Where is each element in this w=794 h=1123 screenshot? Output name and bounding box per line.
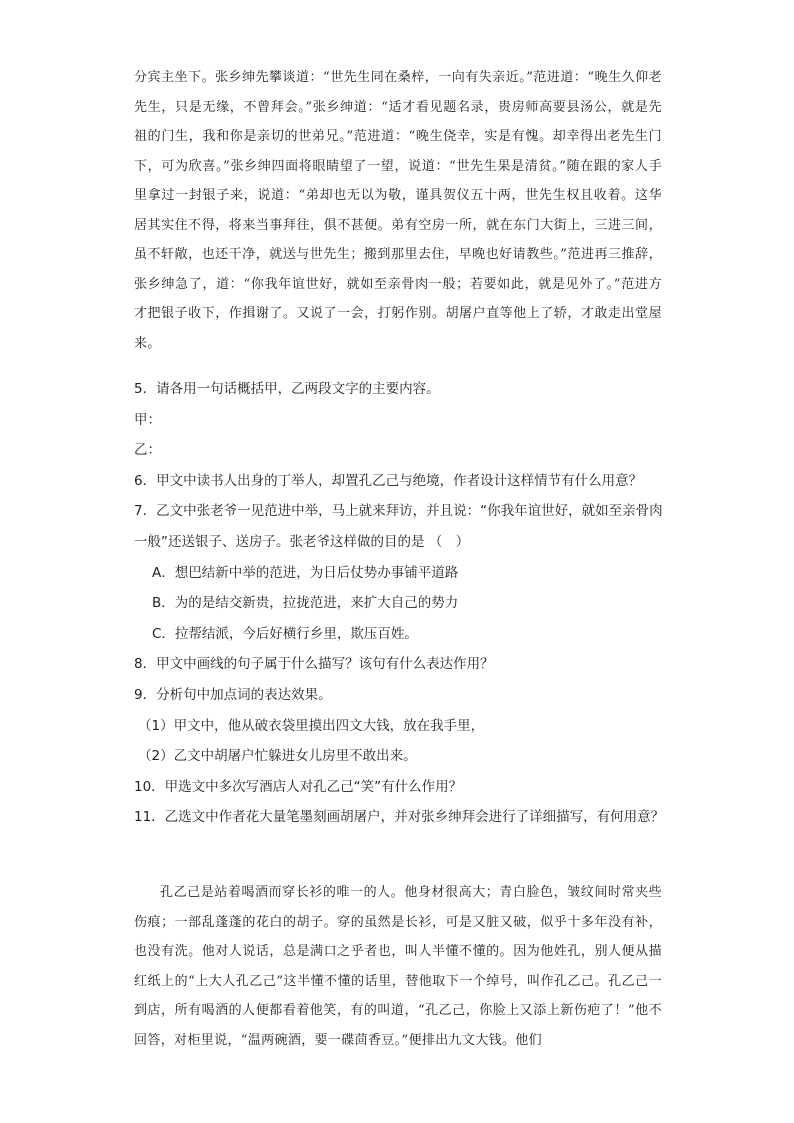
passage-yi-excerpt: 分宾主坐下。张乡绅先攀谈道：“世先生同在桑梓，一向有失亲近。”范进道：“晚生久仰老先生，只是无缘，不曾拜会。”张乡绅道：“适才看见题名录，贵房师高要县汤公，就是先祖的门生，我和你是亲切的世弟兄。”范进道：“晚生侥幸，实是有愧。却幸得出老先生门下，可为欣喜。”张乡绅四面将眼睛望了一望，说道：“世先生果是清贫。”随在跟的家人手里拿过一封银子来，说道：“弟却也无以为敬，谨具贺仪五十两，世先生权且收着。这华居其实住不得，将来当事拜往，俱不甚便。弟有空房一所，就在东门大街上，三进三间，虽不轩敞，也还干净，就送与世先生；搬到那里去住，早晚也好请教些。”范进再三推辞，张乡绅急了，道：“你我年谊世好，就如至亲骨肉一般；若要如此，就是见外了。”范进方才把银子收下，作揖谢了。又说了一会，打躬作别。胡屠户直等他上了轿，才敢走出堂屋来。	[134, 70, 662, 351]
question-list	[134, 374, 664, 833]
answer-line-jia: 甲：	[134, 411, 161, 428]
question-7-option-b: B．为的是结交新贵，拉拢范进，来扩大自己的势力	[152, 595, 459, 612]
answer-line-yi: 乙：	[134, 442, 161, 459]
question-10: 10．甲选文中多次写酒店人对孔乙己“笑”有什么作用？	[134, 778, 463, 795]
question-7-option-a: A．想巴结新中举的范进，为日后仗势办事铺平道路	[152, 564, 459, 581]
question-5: 5．请各用一句话概括甲，乙两段文字的主要内容。	[134, 381, 440, 397]
question-7-option-c: C．拉帮结派，今后好横行乡里，欺压百姓。	[152, 625, 418, 642]
question-9: 9．分析句中加点词的表达效果。	[134, 686, 332, 703]
question-7: 7．乙文中张老爷一见范进中举，马上就来拜访，并且说：“你我年谊世好，就如至亲骨肉一般”还送银子、送房子。张老爷这样做的目的是 （ ）	[134, 503, 663, 550]
question-8: 8．甲文中画线的句子属于什么描写？该句有什么表达作用？	[134, 656, 494, 673]
question-9-part-1: （1）甲文中，他从破衣袋里摸出四文大钱，放在我手里，	[138, 717, 485, 734]
passage-jia-excerpt: 孔乙己是站着喝酒而穿长衫的唯一的人。他身材很高大；青白脸色，皱纹间时常夹些伤痕；一部乱蓬蓬的花白的胡子。穿的虽然是长衫，可是又脏又破，似乎十多年没有补，也没有洗。他对人说话，总是满口之乎者也，叫人半懂不懂的。因为他姓孔，别人便从描红纸上的“上大人孔乙己”这半懂不懂的话里，替他取下一个绰号，叫作孔乙己。孔乙己一到店，所有喝酒的人便都看着他笑，有的叫道，“孔乙己，你脸上又添上新伤疤了！”他不回答，对柜里说，“温两碗酒，要一碟茴香豆。”便排出九文大钱。他们	[134, 885, 662, 1048]
question-9-part-2: （2）乙文中胡屠户忙躲进女儿房里不敢出来。	[138, 748, 417, 765]
question-11: 11．乙选文中作者花大量笔墨刻画胡屠户，并对张乡绅拜会进行了详细描写，有何用意？	[134, 809, 665, 826]
question-6: 6．甲文中读书人出身的丁举人，却置孔乙己与绝境，作者设计这样情节有什么用意？	[134, 472, 643, 489]
